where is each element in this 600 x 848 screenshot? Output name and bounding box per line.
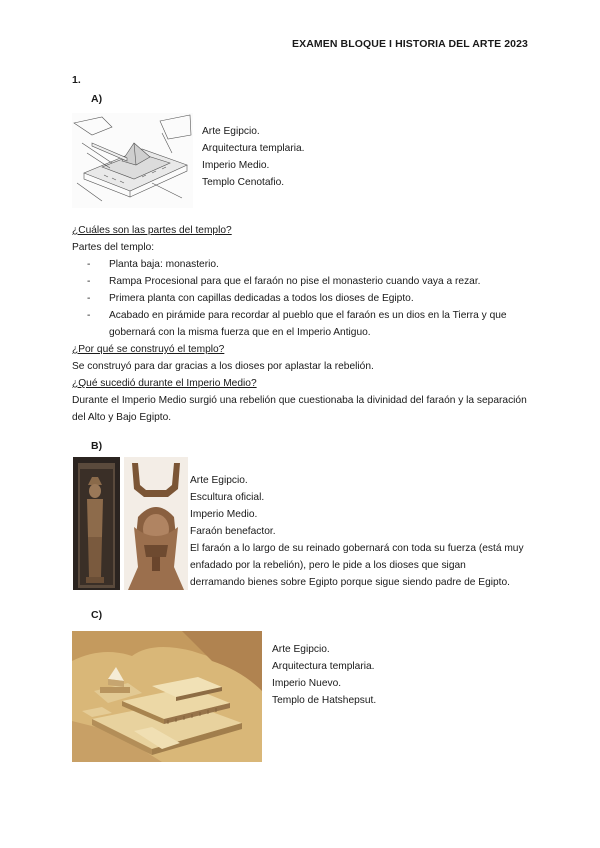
section-b-info-line: derramando bienes sobre Egipto porque sigue siendo padre de Egipto. [190, 577, 510, 588]
section-c-info-line: Arquitectura templaria. [272, 661, 375, 672]
section-a-body [72, 222, 532, 426]
parts-list [72, 256, 532, 341]
section-b-info [190, 472, 524, 591]
section-c-info-line: Arte Egipcio. [272, 644, 330, 655]
section-a-info-line: Arquitectura templaria. [202, 143, 305, 154]
temple-mentuhotep-drawing [72, 113, 193, 208]
list-item: - Planta baja: monasterio. [72, 256, 532, 273]
parts-intro: Partes del templo: [72, 242, 155, 253]
section-c-info [272, 641, 376, 709]
list-item: - Primera planta con capillas dedicadas a todos los dioses de Egipto. [72, 290, 532, 307]
section-b-info-line: Escultura oficial. [190, 492, 265, 503]
section-a-label: A) [91, 93, 103, 105]
question-middle-kingdom: ¿Qué sucedió durante el Imperio Medio? [72, 378, 257, 389]
section-b-info-line: Faraón benefactor. [190, 526, 276, 537]
section-c-info-line: Templo de Hatshepsut. [272, 695, 377, 706]
section-b-info-line: enfadado por la rebelión), pero le pide a los dioses que sigan [190, 560, 466, 571]
pharaoh-statue-photos [72, 457, 188, 590]
section-b-info-line: El faraón a lo largo de su reinado gobernará con toda su fuerza (está muy [190, 543, 524, 554]
hatshepsut-svg [72, 631, 262, 762]
temple-hatshepsut-illustration [72, 631, 262, 762]
answer-middle-kingdom: Durante el Imperio Medio surgió una rebelión que cuestionaba la divinidad del faraón y la separación del Alto y Bajo Egipto. [72, 395, 527, 423]
question-why-built: ¿Por qué se construyó el templo? [72, 344, 225, 355]
section-b-info-line: Imperio Medio. [190, 509, 258, 520]
section-b-info-line: Arte Egipcio. [190, 475, 248, 486]
statue-svg [72, 457, 188, 590]
question-temple-parts: ¿Cuáles son las partes del templo? [72, 225, 232, 236]
temple-sketch-svg [72, 113, 193, 208]
section-a-info-line: Templo Cenotafio. [202, 177, 285, 188]
answer-why-built: Se construyó para dar gracias a los dioses por aplastar la rebelión. [72, 361, 374, 372]
section-b-label: B) [91, 440, 103, 452]
list-item: - Acabado en pirámide para recordar al pueblo que el faraón es un dios en la Tierra y que gobernará con la misma fuerza que en el Imperio Antiguo. [72, 307, 532, 341]
section-c-label: C) [91, 609, 103, 621]
exam-title: EXAMEN BLOQUE I HISTORIA DEL ARTE 2023 [291, 38, 528, 50]
question-number: 1. [72, 74, 81, 86]
list-item: - Rampa Procesional para que el faraón no pise el monasterio cuando vaya a rezar. [72, 273, 532, 290]
section-a-info-line: Arte Egipcio. [202, 126, 260, 137]
section-a-info-line: Imperio Medio. [202, 160, 270, 171]
section-a-info [202, 123, 305, 191]
section-c-info-line: Imperio Nuevo. [272, 678, 342, 689]
